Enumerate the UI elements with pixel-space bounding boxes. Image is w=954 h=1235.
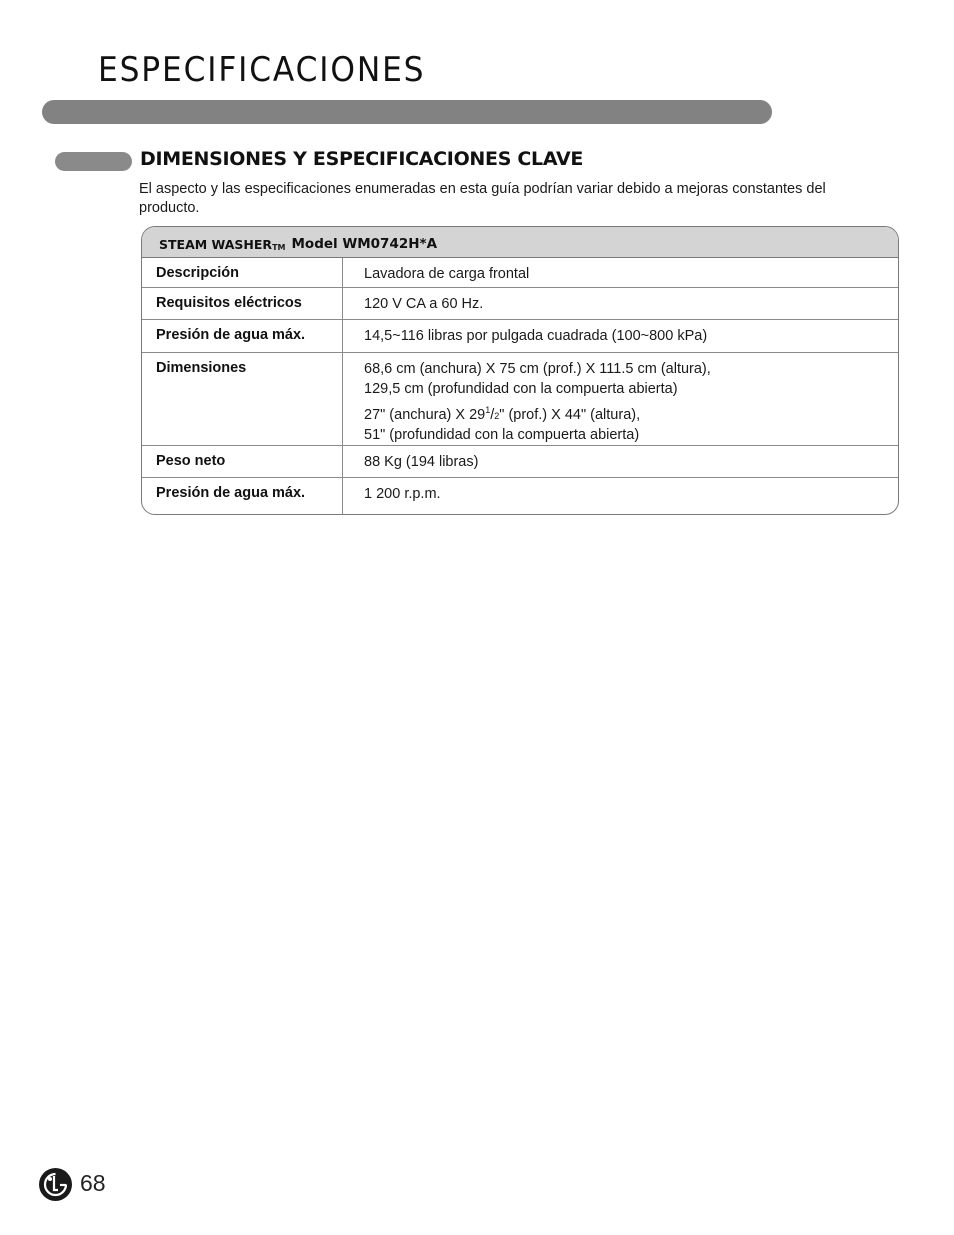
dimensiones-imperial-line: [364, 401, 898, 426]
table-row: [142, 446, 898, 478]
dim-imperial-part-a: 27" (anchura) X 29: [364, 406, 486, 423]
intro-paragraph: El aspecto y las especificaciones enumeradas en esta guía podrían variar debido a mejoras constantes del producto.: [139, 181, 826, 216]
section-marker-pill: [55, 152, 132, 171]
dimensiones-metric-line: 68,6 cm (anchura) X 75 cm (prof.) X 111.5 cm (altura),: [364, 361, 711, 377]
row-label-descripcion: Descripción: [142, 258, 343, 287]
model-number: Model WM0742H*A: [291, 236, 438, 252]
row-label-presion: Presión de agua máx.: [142, 320, 343, 352]
row-label-dimensiones: Dimensiones: [142, 353, 343, 445]
spec-table: [141, 226, 899, 515]
fraction-slash: /: [490, 406, 495, 423]
lg-logo-icon: [39, 1168, 72, 1201]
row-label-velocidad: Presión de agua máx.: [142, 478, 343, 514]
row-value-dimensiones: [343, 353, 898, 445]
section-heading: DIMENSIONES Y ESPECIFICACIONES CLAVE: [140, 148, 584, 170]
title-decorative-bar: [42, 100, 772, 124]
row-label-electricos: Requisitos eléctricos: [142, 288, 343, 319]
row-value-velocidad: 1 200 r.p.m.: [364, 486, 441, 502]
row-value-presion: 14,5~116 libras por pulgada cuadrada (100~800 kPa): [364, 328, 708, 344]
dimensiones-imperial-open-line: 51" (profundidad con la compuerta abierta): [364, 427, 640, 444]
dim-imperial-part-b: " (prof.) X 44" (altura),: [499, 406, 641, 423]
table-row: [142, 288, 898, 320]
page-title: ESPECIFICACIONES: [98, 50, 426, 90]
row-value-electricos: 120 V CA a 60 Hz.: [364, 296, 484, 312]
table-row: [142, 353, 898, 446]
table-row: [142, 478, 898, 514]
fraction-numerator: 1: [485, 405, 491, 415]
row-value-descripcion: Lavadora de carga frontal: [364, 266, 530, 282]
page-number: 68: [80, 1170, 106, 1196]
table-row: [142, 320, 898, 353]
table-row: [142, 258, 898, 288]
dimensiones-metric-open-line: 129,5 cm (profundidad con la compuerta abierta): [364, 380, 678, 397]
row-label-peso: Peso neto: [142, 446, 343, 477]
spec-table-header: [142, 227, 898, 258]
trademark-mark: TM: [272, 243, 286, 252]
row-value-peso: 88 Kg (194 libras): [364, 454, 479, 470]
product-brand: STEAM WASHER: [159, 237, 273, 252]
fraction-denominator: 2: [494, 410, 500, 421]
